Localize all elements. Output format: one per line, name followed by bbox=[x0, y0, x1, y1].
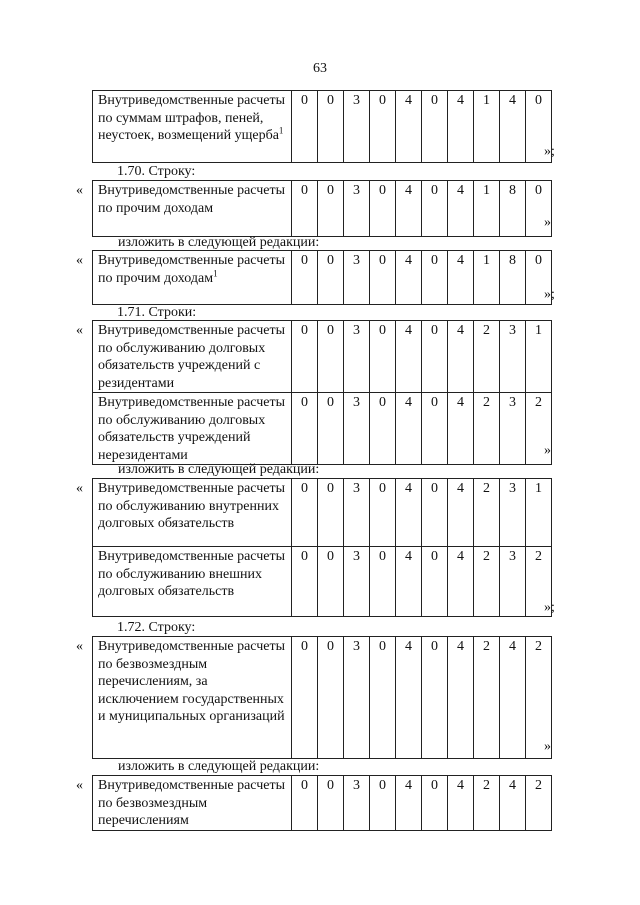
table-row bbox=[93, 181, 552, 237]
code-digit: 0 bbox=[292, 91, 318, 163]
code-digit: 4 bbox=[500, 91, 526, 163]
code-digit: 0 bbox=[292, 637, 318, 759]
code-digit: 0 bbox=[370, 547, 396, 617]
section-label: 1.71. Строки: bbox=[117, 305, 197, 320]
code-digit: 2 bbox=[474, 393, 500, 465]
code-digit: 4 bbox=[448, 181, 474, 237]
code-digit: 0 bbox=[292, 321, 318, 393]
opening-quote: « bbox=[76, 639, 83, 654]
table-row bbox=[93, 776, 552, 831]
code-digit: 4 bbox=[396, 321, 422, 393]
code-digit: 3 bbox=[344, 479, 370, 547]
code-digit: 1 bbox=[474, 251, 500, 305]
code-digit: 0 bbox=[318, 547, 344, 617]
code-digit: 4 bbox=[396, 547, 422, 617]
row-name: Внутриведомственные расчеты по обслуживанию внешних долговых обязательств bbox=[93, 547, 292, 617]
code-table bbox=[92, 478, 552, 617]
code-digit: 0 bbox=[292, 479, 318, 547]
code-digit: 4 bbox=[448, 393, 474, 465]
row-name: Внутриведомственные расчеты по обслуживанию долговых обязательств учреждений с резидентами bbox=[93, 321, 292, 393]
code-digit: 4 bbox=[396, 181, 422, 237]
code-digit: 0 bbox=[422, 479, 448, 547]
code-digit: 0 bbox=[370, 393, 396, 465]
code-digit: 0 bbox=[370, 181, 396, 237]
code-digit: 4 bbox=[448, 637, 474, 759]
code-digit: 3 bbox=[344, 637, 370, 759]
table-row bbox=[93, 251, 552, 305]
code-table bbox=[92, 180, 552, 237]
code-digit: 0 bbox=[422, 251, 448, 305]
opening-quote: « bbox=[76, 253, 83, 268]
code-digit: 0 bbox=[526, 251, 552, 305]
code-digit: 8 bbox=[500, 181, 526, 237]
code-digit: 0 bbox=[318, 181, 344, 237]
section-label: 1.70. Строку: bbox=[117, 164, 196, 179]
code-table bbox=[92, 636, 552, 759]
code-digit: 0 bbox=[422, 181, 448, 237]
code-digit: 1 bbox=[474, 91, 500, 163]
code-digit: 2 bbox=[474, 547, 500, 617]
table-row bbox=[93, 637, 552, 759]
code-digit: 0 bbox=[318, 91, 344, 163]
code-digit: 3 bbox=[344, 251, 370, 305]
code-digit: 4 bbox=[500, 637, 526, 759]
code-digit: 0 bbox=[318, 776, 344, 831]
closing-quote: » bbox=[544, 443, 551, 458]
section-label: изложить в следующей редакции: bbox=[118, 462, 320, 477]
code-digit: 3 bbox=[344, 91, 370, 163]
code-digit: 3 bbox=[500, 321, 526, 393]
code-digit: 0 bbox=[370, 321, 396, 393]
code-digit: 0 bbox=[370, 251, 396, 305]
code-digit: 0 bbox=[370, 776, 396, 831]
code-digit: 3 bbox=[344, 321, 370, 393]
closing-quote: » bbox=[544, 739, 551, 754]
code-digit: 2 bbox=[526, 547, 552, 617]
code-digit: 3 bbox=[500, 393, 526, 465]
code-digit: 2 bbox=[526, 393, 552, 465]
section-label: изложить в следующей редакции: bbox=[118, 759, 320, 774]
code-digit: 4 bbox=[396, 479, 422, 547]
table-row bbox=[93, 479, 552, 547]
row-name: Внутриведомственные расчеты по суммам штрафов, пеней, неустоек, возмещений ущерба$^1$ bbox=[93, 91, 292, 163]
code-digit: 0 bbox=[422, 776, 448, 831]
code-digit: 4 bbox=[396, 393, 422, 465]
code-digit: 0 bbox=[526, 91, 552, 163]
section-label: 1.72. Строку: bbox=[117, 620, 196, 635]
code-digit: 4 bbox=[396, 91, 422, 163]
code-digit: 3 bbox=[344, 547, 370, 617]
code-digit: 2 bbox=[474, 479, 500, 547]
code-digit: 2 bbox=[474, 637, 500, 759]
code-digit: 0 bbox=[422, 393, 448, 465]
code-digit: 0 bbox=[292, 547, 318, 617]
code-digit: 0 bbox=[292, 393, 318, 465]
code-table bbox=[92, 775, 552, 831]
row-name: Внутриведомственные расчеты по прочим доходам bbox=[93, 181, 292, 237]
code-table bbox=[92, 320, 552, 465]
code-digit: 1 bbox=[474, 181, 500, 237]
opening-quote: « bbox=[76, 481, 83, 496]
code-digit: 4 bbox=[448, 251, 474, 305]
row-name: Внутриведомственные расчеты по обслуживанию внутренних долговых обязательств bbox=[93, 479, 292, 547]
code-digit: 2 bbox=[526, 637, 552, 759]
code-digit: 4 bbox=[396, 776, 422, 831]
code-table bbox=[92, 250, 552, 305]
code-digit: 0 bbox=[318, 637, 344, 759]
code-digit: 0 bbox=[318, 321, 344, 393]
code-digit: 0 bbox=[292, 251, 318, 305]
table-row bbox=[93, 91, 552, 163]
code-digit: 1 bbox=[526, 321, 552, 393]
code-digit: 4 bbox=[448, 321, 474, 393]
code-digit: 0 bbox=[292, 776, 318, 831]
code-digit: 1 bbox=[526, 479, 552, 547]
code-digit: 4 bbox=[448, 479, 474, 547]
page-number: 63 bbox=[313, 61, 327, 76]
code-digit: 0 bbox=[370, 637, 396, 759]
code-digit: 4 bbox=[448, 547, 474, 617]
code-digit: 3 bbox=[344, 776, 370, 831]
code-digit: 0 bbox=[370, 479, 396, 547]
table-row bbox=[93, 547, 552, 617]
code-digit: 4 bbox=[500, 776, 526, 831]
code-table bbox=[92, 90, 552, 163]
closing-quote: » bbox=[544, 215, 551, 230]
closing-quote: »; bbox=[544, 144, 555, 159]
closing-quote: »; bbox=[544, 287, 555, 302]
opening-quote: « bbox=[76, 778, 83, 793]
code-digit: 3 bbox=[344, 393, 370, 465]
code-digit: 3 bbox=[500, 479, 526, 547]
code-digit: 8 bbox=[500, 251, 526, 305]
table-row bbox=[93, 321, 552, 393]
row-name: Внутриведомственные расчеты по безвозмездным перечислениям, за исключением государственных и муниципальных организаций bbox=[93, 637, 292, 759]
code-digit: 4 bbox=[396, 637, 422, 759]
code-digit: 2 bbox=[474, 776, 500, 831]
row-name: Внутриведомственные расчеты по прочим доходам$^1$ bbox=[93, 251, 292, 305]
code-digit: 0 bbox=[422, 637, 448, 759]
code-digit: 4 bbox=[396, 251, 422, 305]
row-name: Внутриведомственные расчеты по обслуживанию долговых обязательств учреждений нерезидентами bbox=[93, 393, 292, 465]
code-digit: 0 bbox=[292, 181, 318, 237]
opening-quote: « bbox=[76, 323, 83, 338]
code-digit: 2 bbox=[474, 321, 500, 393]
code-digit: 3 bbox=[500, 547, 526, 617]
code-digit: 0 bbox=[318, 251, 344, 305]
code-digit: 0 bbox=[526, 181, 552, 237]
opening-quote: « bbox=[76, 183, 83, 198]
section-label: изложить в следующей редакции: bbox=[118, 235, 320, 250]
code-digit: 0 bbox=[422, 547, 448, 617]
code-digit: 3 bbox=[344, 181, 370, 237]
code-digit: 4 bbox=[448, 91, 474, 163]
table-row bbox=[93, 393, 552, 465]
closing-quote: »; bbox=[544, 600, 555, 615]
code-digit: 2 bbox=[526, 776, 552, 831]
code-digit: 0 bbox=[422, 91, 448, 163]
code-digit: 4 bbox=[448, 776, 474, 831]
code-digit: 0 bbox=[422, 321, 448, 393]
row-name: Внутриведомственные расчеты по безвозмездным перечислениям bbox=[93, 776, 292, 831]
code-digit: 0 bbox=[318, 393, 344, 465]
code-digit: 0 bbox=[370, 91, 396, 163]
code-digit: 0 bbox=[318, 479, 344, 547]
